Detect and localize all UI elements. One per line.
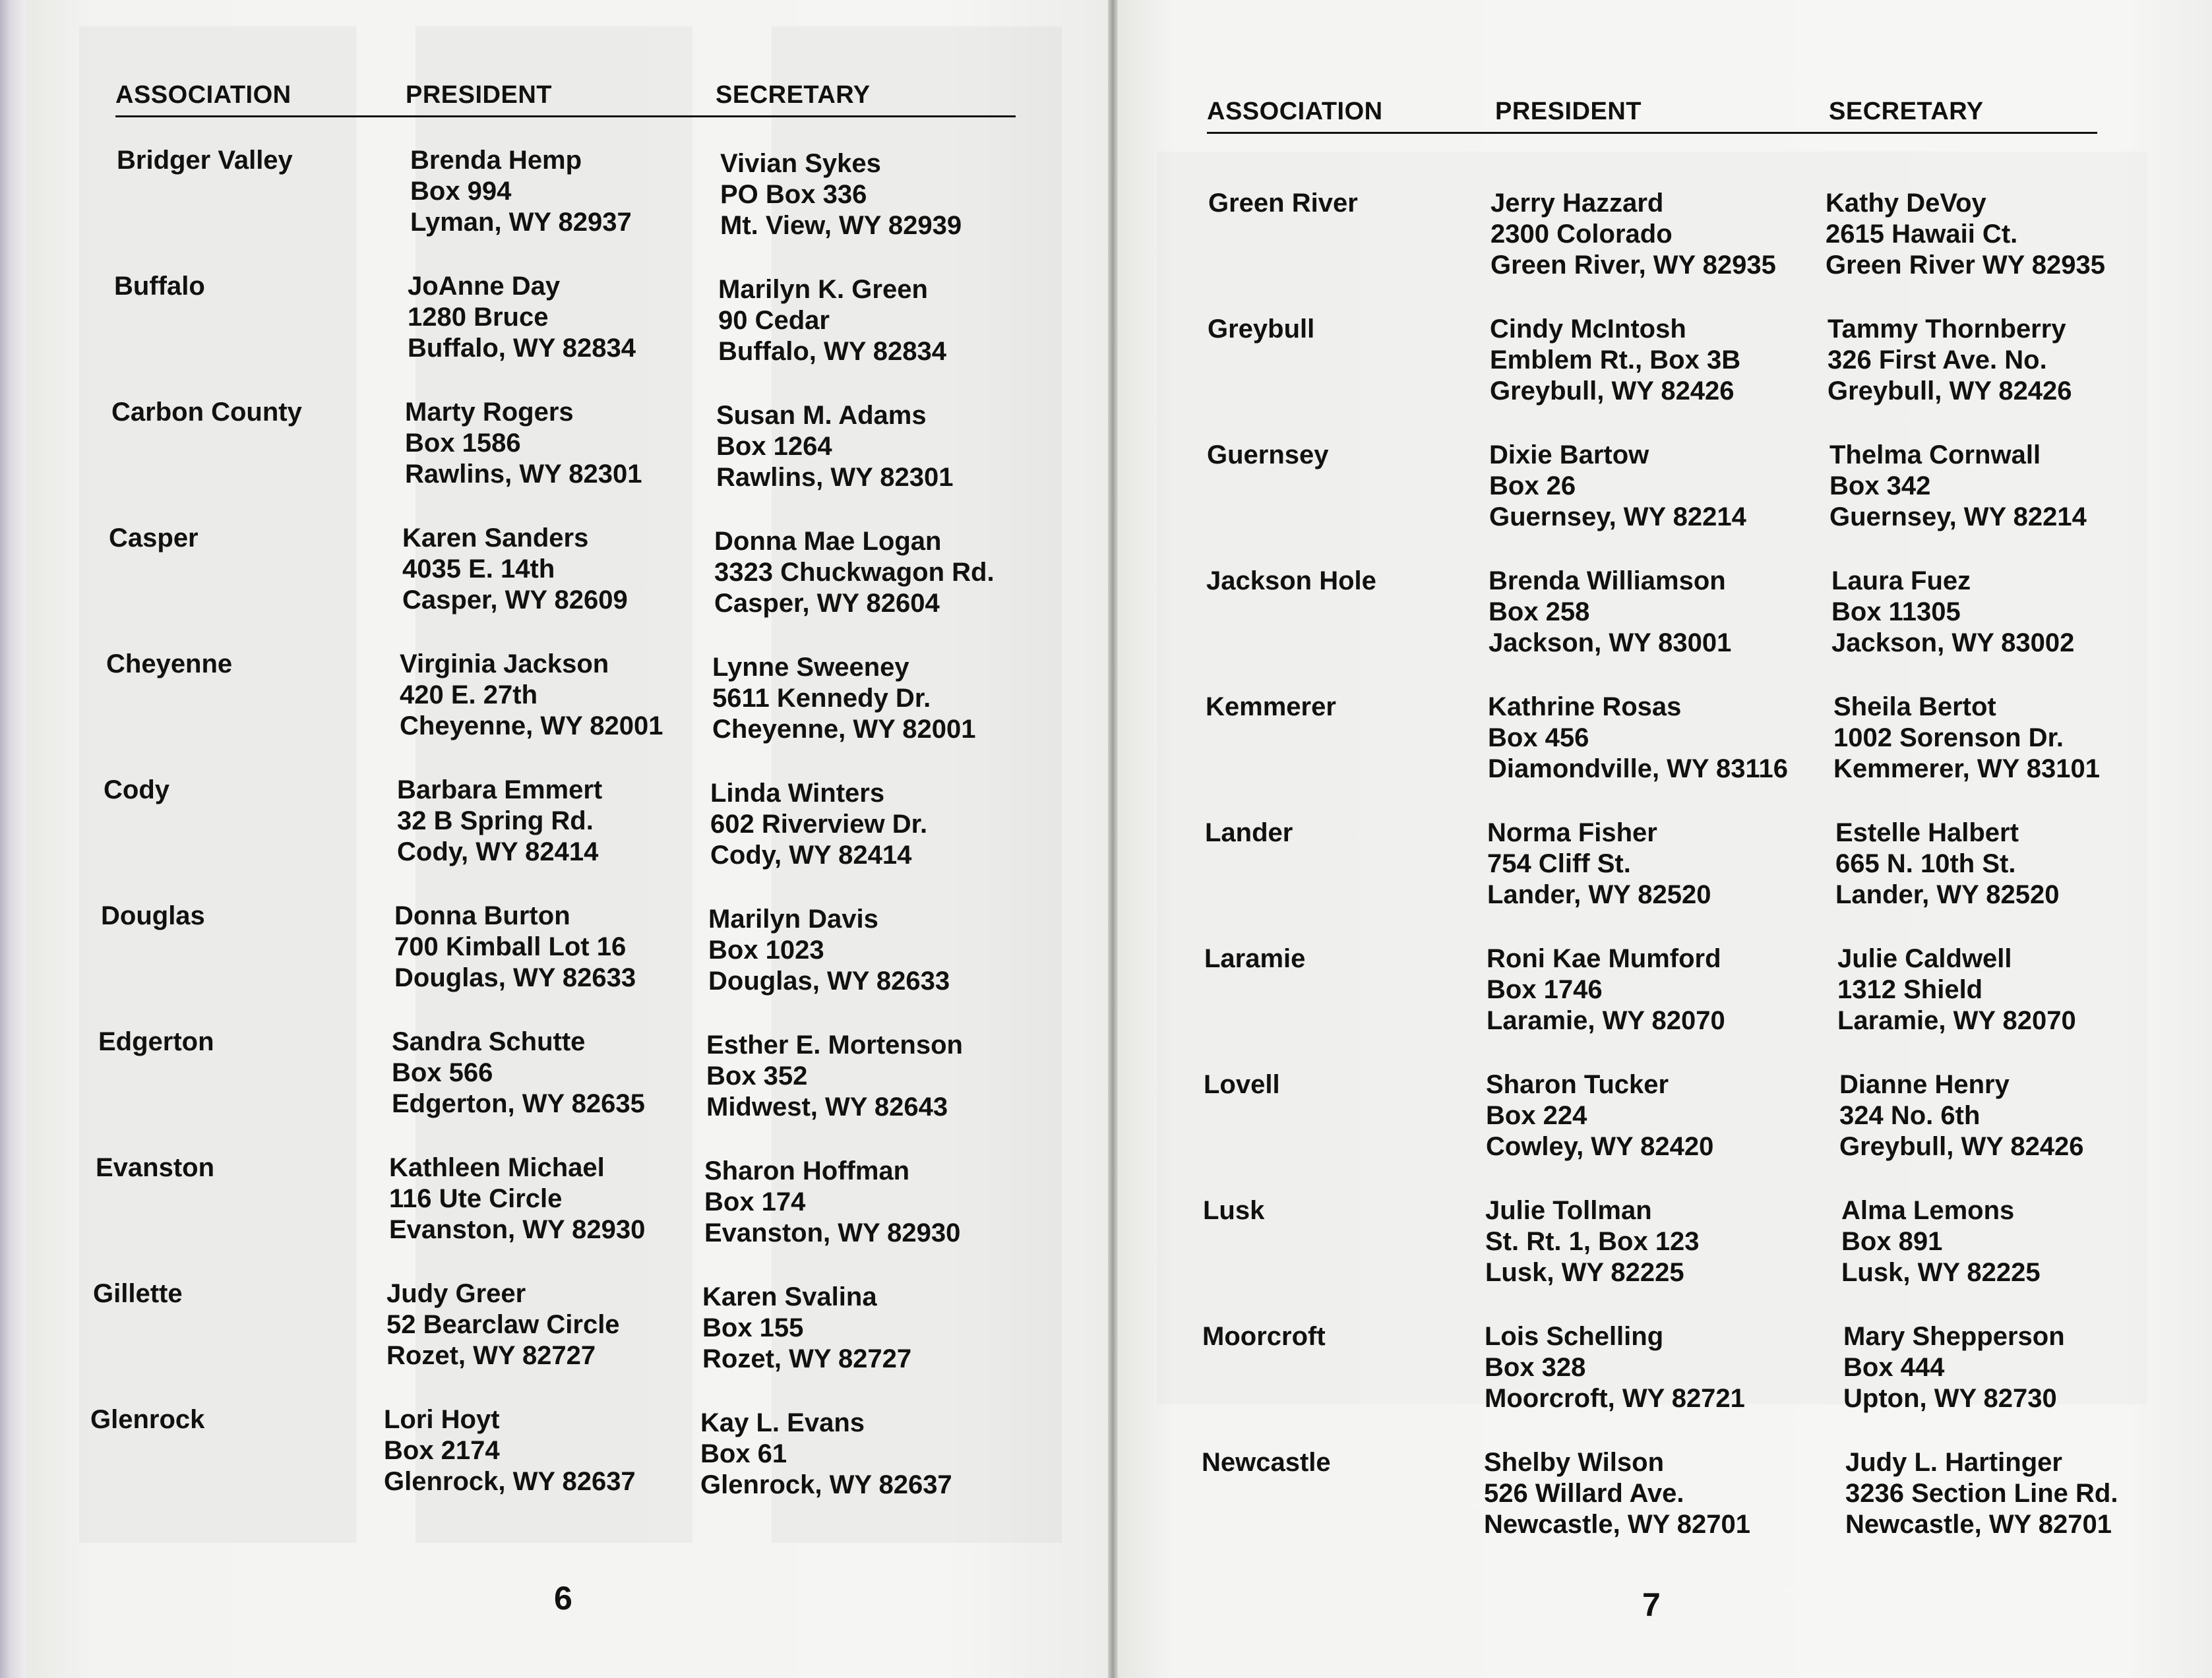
president-line: Guernsey, WY 82214 [1489, 502, 1746, 531]
secretary-line: Marilyn K. Green [718, 275, 928, 304]
president-contact [389, 1153, 645, 1245]
association-name: Douglas [101, 901, 205, 930]
secretary-line: Cheyenne, WY 82001 [712, 715, 976, 744]
secretary-contact [1843, 1321, 2065, 1414]
president-contact [1488, 692, 1788, 785]
president-contact [392, 1027, 645, 1120]
secretary-contact [716, 400, 953, 493]
secretary-line: Vivian Sykes [720, 149, 881, 178]
secretary-line: Estelle Halbert [1835, 818, 2019, 847]
secretary-line: Box 174 [704, 1187, 806, 1216]
president-line: Green River, WY 82935 [1490, 251, 1776, 280]
secretary-line: Sharon Hoffman [704, 1156, 910, 1185]
president-line: Lusk, WY 82225 [1485, 1258, 1684, 1287]
secretary-line: Marilyn Davis [708, 905, 878, 934]
president-line: Lori Hoyt [384, 1405, 500, 1434]
secretary-line: 3236 Section Line Rd. [1845, 1479, 2118, 1508]
president-contact [1490, 314, 1740, 407]
secretary-line: 2615 Hawaii Ct. [1826, 220, 2018, 249]
secretary-contact [706, 1030, 963, 1123]
president-line: Shelby Wilson [1484, 1448, 1665, 1477]
secretary-contact [702, 1282, 911, 1375]
secretary-line: Julie Caldwell [1837, 944, 2012, 973]
president-line: Box 1746 [1487, 975, 1603, 1004]
secretary-contact [718, 274, 946, 367]
association-name: Kemmerer [1206, 692, 1336, 721]
secretary-contact [1828, 314, 2072, 407]
president-contact [405, 397, 642, 490]
president-line: Donna Burton [394, 901, 570, 930]
secretary-line: Thelma Cornwall [1829, 440, 2041, 469]
president-contact [386, 1278, 620, 1371]
president-contact [402, 523, 628, 616]
president-contact [1485, 1195, 1700, 1288]
president-contact [384, 1404, 636, 1497]
secretary-line: Casper, WY 82604 [714, 589, 940, 618]
secretary-line: Susan M. Adams [716, 401, 927, 430]
president-line: Casper, WY 82609 [402, 585, 628, 614]
association-name: Cody [104, 775, 169, 804]
president-line: Emblem Rt., Box 3B [1490, 345, 1741, 375]
president-line: Evanston, WY 82930 [389, 1215, 646, 1244]
secretary-line: Laura Fuez [1831, 566, 1971, 595]
president-line: Cody, WY 82414 [397, 837, 599, 866]
secretary-contact [704, 1156, 960, 1249]
secretary-line: 1002 Sorenson Dr. [1833, 723, 2064, 752]
association-name: Bridger Valley [117, 146, 293, 175]
secretary-line: Sheila Bertot [1833, 692, 1996, 721]
secretary-line: 324 No. 6th [1839, 1101, 1981, 1130]
header-association: ASSOCIATION [115, 81, 292, 109]
president-contact [394, 901, 636, 994]
secretary-line: Kemmerer, WY 83101 [1833, 754, 2100, 783]
association-name: Lusk [1203, 1196, 1265, 1225]
president-line: Laramie, WY 82070 [1487, 1006, 1725, 1035]
secretary-contact [1845, 1447, 2118, 1540]
association-name: Guernsey [1207, 440, 1329, 469]
secretary-line: Karen Svalina [702, 1282, 877, 1311]
secretary-line: 1312 Shield [1837, 975, 1983, 1004]
association-name: Cheyenne [106, 649, 233, 678]
secretary-line: Douglas, WY 82633 [708, 967, 950, 996]
secretary-line: 5611 Kennedy Dr. [712, 684, 931, 713]
president-line: Moorcroft, WY 82721 [1485, 1384, 1745, 1413]
secretary-line: Cody, WY 82414 [710, 841, 912, 870]
association-name: Buffalo [114, 272, 205, 301]
president-line: Box 456 [1488, 723, 1589, 752]
president-line: Brenda Williamson [1489, 566, 1726, 595]
secretary-contact [700, 1408, 952, 1501]
secretary-line: 602 Riverview Dr. [710, 810, 928, 839]
association-name: Laramie [1204, 944, 1306, 973]
president-line: Marty Rogers [405, 398, 574, 427]
president-contact [1486, 1069, 1713, 1162]
president-line: 116 Ute Circle [389, 1184, 563, 1213]
president-line: Karen Sanders [402, 524, 589, 553]
secretary-line: 665 N. 10th St. [1835, 849, 2016, 878]
president-line: JoAnne Day [408, 272, 561, 301]
left-page [26, 0, 1108, 1678]
president-line: Virginia Jackson [400, 649, 609, 678]
header-president: PRESIDENT [406, 81, 552, 109]
association-name: Moorcroft [1202, 1322, 1326, 1351]
association-name: Green River [1208, 189, 1358, 218]
president-contact [1489, 440, 1746, 533]
secretary-line: Kathy DeVoy [1826, 189, 1986, 218]
secretary-line: Newcastle, WY 82701 [1845, 1510, 2112, 1539]
president-line: Jackson, WY 83001 [1489, 628, 1732, 657]
secretary-contact [1829, 440, 2087, 533]
secretary-contact [1835, 818, 2059, 911]
secretary-line: Tammy Thornberry [1828, 315, 2066, 344]
president-line: Kathrine Rosas [1488, 692, 1682, 721]
president-line: 754 Cliff St. [1487, 849, 1631, 878]
president-line: 420 E. 27th [400, 680, 538, 709]
president-line: Barbara Emmert [397, 775, 603, 804]
president-line: Lyman, WY 82937 [410, 208, 632, 237]
secretary-line: Rozet, WY 82727 [702, 1344, 912, 1373]
president-line: Box 566 [392, 1058, 493, 1087]
president-line: Kathleen Michael [389, 1153, 605, 1182]
president-line: Judy Greer [386, 1279, 526, 1308]
president-line: Greybull, WY 82426 [1490, 376, 1735, 405]
secretary-line: Guernsey, WY 82214 [1829, 502, 2087, 531]
president-line: Rozet, WY 82727 [386, 1341, 596, 1370]
right-header-row [1207, 92, 2097, 134]
secretary-line: Greybull, WY 82426 [1839, 1132, 2084, 1161]
president-line: 700 Kimball Lot 16 [394, 932, 627, 961]
secretary-line: Laramie, WY 82070 [1837, 1006, 2076, 1035]
association-name: Lander [1205, 818, 1293, 847]
secretary-line: Lander, WY 82520 [1835, 880, 2060, 909]
president-line: Dixie Bartow [1489, 440, 1649, 469]
secretary-line: Jackson, WY 83002 [1831, 628, 2075, 657]
secretary-contact [1839, 1069, 2084, 1162]
secretary-line: 3323 Chuckwagon Rd. [714, 558, 995, 587]
secretary-line: Kay L. Evans [700, 1408, 865, 1437]
secretary-line: Lynne Sweeney [712, 653, 909, 682]
association-name: Jackson Hole [1206, 566, 1376, 595]
president-line: Lander, WY 82520 [1487, 880, 1711, 909]
association-name: Gillette [93, 1279, 183, 1308]
president-contact [400, 649, 663, 742]
president-line: Newcastle, WY 82701 [1484, 1510, 1750, 1539]
association-name: Evanston [96, 1153, 215, 1182]
secretary-line: Buffalo, WY 82834 [718, 337, 947, 366]
secretary-contact [1826, 188, 2105, 281]
secretary-contact [708, 904, 950, 997]
secretary-contact [1841, 1195, 2041, 1288]
secretary-line: Green River WY 82935 [1826, 251, 2105, 280]
president-line: Buffalo, WY 82834 [408, 334, 636, 363]
secretary-contact [710, 778, 927, 871]
secretary-line: Box 891 [1841, 1227, 1943, 1256]
president-line: Lois Schelling [1485, 1322, 1664, 1351]
secretary-line: Box 61 [700, 1439, 787, 1468]
president-line: Box 224 [1486, 1101, 1587, 1130]
association-name: Glenrock [90, 1405, 205, 1434]
secretary-contact [1833, 692, 2100, 785]
president-line: 32 B Spring Rd. [397, 806, 594, 835]
header-secretary: SECRETARY [716, 81, 871, 109]
president-contact [1490, 188, 1776, 281]
association-name: Edgerton [98, 1027, 214, 1056]
secretary-line: Rawlins, WY 82301 [716, 463, 954, 492]
president-line: Box 26 [1489, 471, 1576, 500]
president-line: Cindy McIntosh [1490, 315, 1686, 344]
secretary-line: Greybull, WY 82426 [1828, 376, 2072, 405]
association-name: Casper [109, 524, 199, 553]
president-contact [1484, 1447, 1750, 1540]
president-contact [1487, 944, 1725, 1036]
secretary-contact [714, 526, 995, 619]
president-line: Julie Tollman [1485, 1196, 1652, 1225]
president-line: Cowley, WY 82420 [1486, 1132, 1714, 1161]
secretary-line: Box 352 [706, 1062, 808, 1091]
president-line: Box 258 [1489, 597, 1590, 626]
president-line: Jerry Hazzard [1490, 189, 1664, 218]
president-line: Glenrock, WY 82637 [384, 1467, 636, 1496]
secretary-line: 326 First Ave. No. [1828, 345, 2047, 375]
president-line: St. Rt. 1, Box 123 [1485, 1227, 1700, 1256]
secretary-line: Midwest, WY 82643 [706, 1093, 948, 1122]
secretary-line: Dianne Henry [1839, 1070, 2010, 1099]
president-line: 4035 E. 14th [402, 554, 555, 584]
secretary-line: Box 444 [1843, 1353, 1945, 1382]
president-line: Roni Kae Mumford [1487, 944, 1721, 973]
president-line: 526 Willard Ave. [1484, 1479, 1684, 1508]
association-name: Carbon County [111, 398, 302, 427]
secretary-line: Mt. View, WY 82939 [720, 211, 962, 240]
president-line: Diamondville, WY 83116 [1488, 754, 1789, 783]
binding-edge [0, 0, 26, 1678]
president-line: Box 328 [1485, 1353, 1586, 1382]
secretary-contact [720, 148, 962, 241]
secretary-line: PO Box 336 [720, 180, 867, 209]
president-line: 2300 Colorado [1490, 220, 1673, 249]
header-president: PRESIDENT [1495, 98, 1642, 125]
right-page [1118, 0, 2212, 1678]
president-line: Box 2174 [384, 1436, 500, 1465]
secretary-line: 90 Cedar [718, 306, 830, 335]
president-contact [408, 271, 636, 364]
association-name: Newcastle [1202, 1448, 1331, 1477]
left-header-row [115, 76, 1016, 117]
president-contact [397, 775, 602, 868]
president-line: Cheyenne, WY 82001 [400, 711, 663, 740]
president-contact [1487, 818, 1711, 911]
header-association: ASSOCIATION [1207, 98, 1383, 125]
president-line: Sharon Tucker [1486, 1070, 1669, 1099]
president-contact [1485, 1321, 1745, 1414]
secretary-line: Box 11305 [1831, 597, 1961, 626]
president-line: Norma Fisher [1487, 818, 1657, 847]
president-line: 52 Bearclaw Circle [386, 1310, 620, 1339]
secretary-line: Donna Mae Logan [714, 527, 942, 556]
president-line: Rawlins, WY 82301 [405, 460, 642, 489]
secretary-contact [1837, 944, 2076, 1036]
president-contact [1489, 566, 1731, 659]
page-number-right: 7 [1642, 1586, 1661, 1623]
secretary-line: Upton, WY 82730 [1843, 1384, 2057, 1413]
secretary-line: Box 1023 [708, 936, 824, 965]
secretary-line: Box 342 [1829, 471, 1931, 500]
president-contact [410, 145, 632, 238]
secretary-line: Lusk, WY 82225 [1841, 1258, 2041, 1287]
president-line: Douglas, WY 82633 [394, 963, 636, 992]
secretary-line: Evanston, WY 82930 [704, 1218, 961, 1247]
president-line: Sandra Schutte [392, 1027, 586, 1056]
president-line: 1280 Bruce [408, 303, 549, 332]
secretary-line: Linda Winters [710, 779, 885, 808]
secretary-contact [1831, 566, 2074, 659]
secretary-line: Judy L. Hartinger [1845, 1448, 2062, 1477]
secretary-line: Box 1264 [716, 432, 832, 461]
secretary-line: Esther E. Mortenson [706, 1031, 963, 1060]
secretary-line: Alma Lemons [1841, 1196, 2015, 1225]
president-line: Box 994 [410, 177, 512, 206]
president-line: Brenda Hemp [410, 146, 582, 175]
president-line: Edgerton, WY 82635 [392, 1089, 645, 1118]
secretary-contact [712, 652, 975, 745]
association-name: Lovell [1204, 1070, 1280, 1099]
secretary-line: Glenrock, WY 82637 [700, 1470, 952, 1499]
secretary-line: Mary Shepperson [1843, 1322, 2065, 1351]
page-number-left: 6 [554, 1580, 572, 1617]
secretary-line: Box 155 [702, 1313, 804, 1342]
president-line: Box 1586 [405, 429, 521, 458]
association-name: Greybull [1208, 315, 1315, 344]
book-gutter [1108, 0, 1118, 1678]
header-secretary: SECRETARY [1829, 98, 1984, 125]
